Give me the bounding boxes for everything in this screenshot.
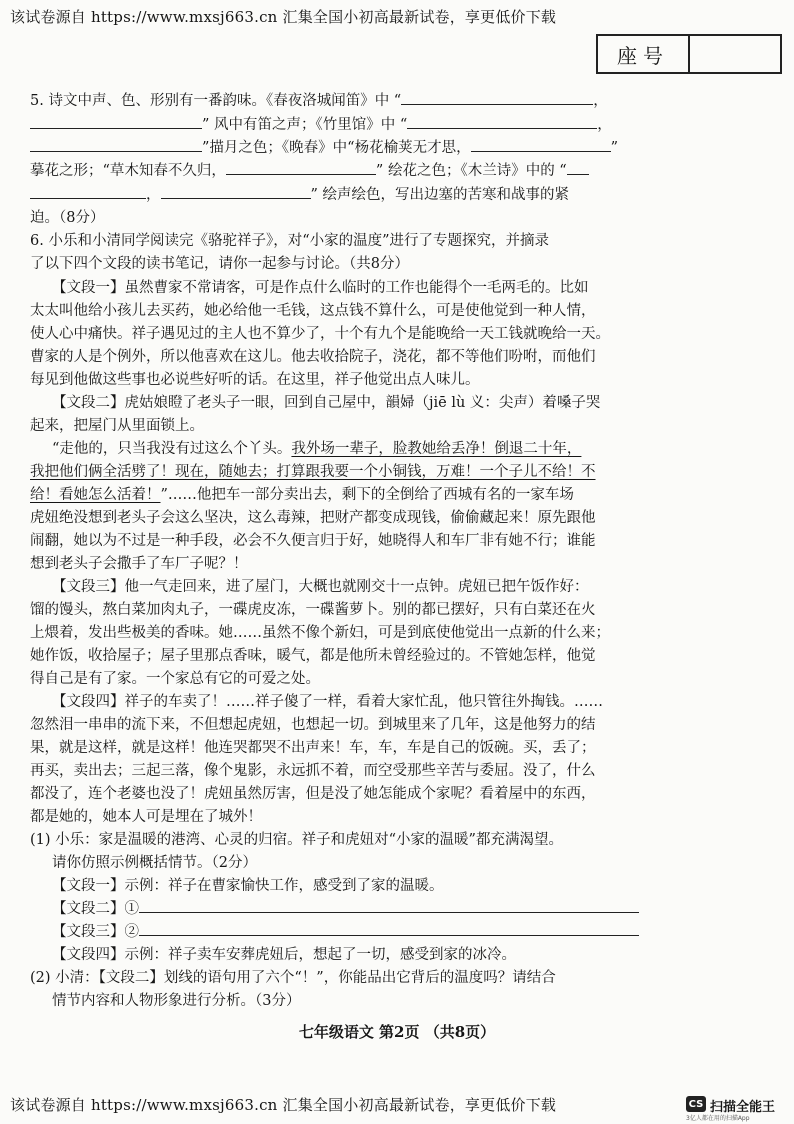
passage-4-line: 都没了，连个老婆也没了！虎妞虽然厉害，但是没了她怎能成个家呢？看着屋中的东西， — [30, 786, 596, 802]
passage-1-line: 每见到他做这些事也必说些好听的话。在这里，祥子他觉出点人味儿。 — [30, 372, 480, 388]
seat-number-box — [596, 34, 782, 74]
passage-3-line: 馏的馒头，熬白菜加肉丸子，一碟虎皮冻，一碟酱萝卜。别的都已摆好，只有白菜还在火 — [30, 602, 596, 618]
passage-2-text: ”……他把车一部分卖出去，剩下的全倒给了西城有名的一家车场 — [160, 487, 574, 503]
answer-row-3 — [52, 920, 639, 941]
answer-row-2 — [52, 897, 639, 918]
q5-blank-2[interactable] — [30, 114, 202, 129]
q5-blank-1[interactable] — [401, 90, 593, 105]
watermark-top: 该试卷源自 https://www.mxsj663.cn 汇集全国小初高最新试卷，享更低价下载 — [10, 8, 557, 26]
watermark-bottom: 该试卷源自 https://www.mxsj663.cn 汇集全国小初高最新试卷，享更低价下载 — [10, 1096, 557, 1114]
seat-number-label: 座号 — [598, 36, 690, 72]
q5-text: 5. 诗文中声、色、形别有一番韵味。《春夜洛城闻笛》中 “ — [30, 93, 402, 109]
passage-2-line: 虎妞绝没想到老头子会这么坚决，这么毒辣，把财产都变成现钱，偷偷藏起来！原先跟他 — [30, 510, 596, 526]
answer-example-4: 【文段四】示例：祥子卖车安葬虎妞后，想起了一切，感受到家的冰冷。 — [52, 947, 516, 963]
q5-blank-5[interactable] — [471, 137, 611, 152]
passage-3-line: 得自己是有了家。一个家总有它的可爱之处。 — [30, 671, 320, 687]
camscanner-icon: CS — [686, 1096, 706, 1112]
passage-2-quote-line — [30, 460, 596, 481]
scanner-name: 扫描全能王 — [710, 1100, 776, 1115]
passage-2-quote: “走他的，只当我没有过这么个丫头。 — [52, 441, 292, 457]
passage-1-line: 曹家的人是个例外，所以他喜欢在这儿。他去收拾院子，浇花，都不等他们吩咐，而他们 — [30, 349, 596, 365]
q5-line-3 — [30, 136, 618, 157]
q5-punct: ， — [593, 93, 608, 109]
q5-line-2 — [30, 113, 612, 134]
page-footer: 七年级语文 第2页 （共8页） — [298, 1023, 496, 1041]
scanner-tagline: 3亿人都在用的扫描App — [686, 1115, 750, 1122]
q5-line-5 — [30, 183, 569, 204]
passage-4-line: 【文段四】祥子的车卖了！……祥子傻了一样，看着大家忙乱，他只管往外掏钱。…… — [52, 694, 603, 710]
underlined-sentence: 给！看她怎么活着！ — [30, 487, 161, 503]
q5-text: ” 风中有笛之声；《竹里馆》中 “ — [202, 117, 408, 133]
q5-blank-3[interactable] — [407, 114, 597, 129]
q5-blank-7b[interactable] — [30, 184, 146, 199]
passage-3-line: 上煨着，发出些极美的香味。她……虽然不像个新妇，可是到底使他觉出一点新的什么来； — [30, 625, 610, 641]
passage-1-line: 【文段一】虽然曹家不常请客，可是作点什么临时的工作也能得个一毛两毛的。比如 — [52, 280, 589, 296]
q5-blank-7a[interactable] — [567, 160, 589, 175]
q5-text: ”描月之色；《晚春》中“杨花榆荚无才思， — [202, 140, 471, 156]
q5-blank-6[interactable] — [226, 160, 376, 175]
passage-2-quote-line — [30, 483, 574, 504]
scanner-logo — [686, 1096, 786, 1120]
seat-number-field[interactable] — [690, 36, 780, 72]
passage-4-line: 都是她的，她本人可是埋在了城外！ — [30, 809, 262, 825]
passage-2-line: 【文段二】虎姑娘瞪了老头子一眼，回到自己屋中，韻婦（jiē lù 义：尖声）着嗓子哭 — [52, 395, 601, 411]
passage-2-line: 起来，把屋门从里面锁上。 — [30, 418, 204, 434]
q6-line-2: 了以下四个文段的读书笔记，请你一起参与讨论。（共8分） — [30, 256, 409, 272]
passage-3-line: 她作饭，收拾屋子；屋子里那点香味，暖气，都是他所未曾经验过的。不管她怎样，他觉 — [30, 648, 596, 664]
answer-blank-2[interactable] — [139, 898, 639, 913]
q5-line-6: 迫。（8分） — [30, 210, 105, 226]
q5-punct: ， — [597, 117, 612, 133]
q5-text: ” 绘花之色；《木兰诗》中的 “ — [375, 163, 567, 179]
q5-text: 摹花之形；“草木知春不久归， — [30, 163, 226, 179]
q5-blank-4[interactable] — [30, 137, 202, 152]
passage-4-line: 果，就是这样，就是这样！他连哭都哭不出声来！车，车，车是自己的饭碗。买，丢了； — [30, 740, 596, 756]
passage-2-quote-line — [52, 437, 581, 458]
q5-text: ” 绘声绘色，写出边塞的苦寒和战事的紧 — [310, 187, 570, 203]
q6-line-1: 6. 小乐和小清同学阅读完《骆驼祥子》，对“小家的温度”进行了专题探究，并摘录 — [30, 233, 550, 249]
answer-label-3: 【文段三】② — [52, 924, 139, 940]
q5-blank-8[interactable] — [161, 184, 311, 199]
answer-label-2: 【文段二】① — [52, 901, 139, 917]
sub-question-2: (2) 小清：【文段二】划线的语句用了六个“！”，你能品出它背后的温度吗？请结合 — [30, 970, 556, 986]
q5-punct: ， — [146, 187, 161, 203]
passage-1-line: 使人心中痛快。祥子遇见过的主人也不算少了，十个有九个是能晚给一天工钱就晚给一天。 — [30, 326, 610, 342]
passage-2-line: 闹翻，她以为不过是一种手段，必会不久便言归于好，她晓得人和车厂非有她不行；谁能 — [30, 533, 596, 549]
underlined-sentence: 我把他们俩全活劈了！现在，随她去；打算跟我要一个小铜钱，万难！一个子儿不给！不 — [30, 464, 596, 480]
q5-line-4 — [30, 159, 589, 180]
sub-question-2-prompt: 情节内容和人物形象进行分析。（3分） — [52, 993, 301, 1009]
passage-4-line: 忽然泪一串串的流下来，不但想起虎妞，也想起一切。到城里来了几年，这是他努力的结 — [30, 717, 596, 733]
answer-blank-3[interactable] — [139, 921, 639, 936]
passage-2-line: 想到老头子会撒手了车厂子呢？！ — [30, 556, 248, 572]
sub-question-1: (1) 小乐：家是温暖的港湾、心灵的归宿。祥子和虎妞对“小家的温暖”都充满渴望。 — [30, 832, 563, 848]
sub-question-1-prompt: 请你仿照示例概括情节。（2分） — [52, 855, 257, 871]
passage-1-line: 太太叫他给小孩儿去买药，她必给他一毛钱，这点钱不算什么，可是使他觉到一种人情， — [30, 303, 596, 319]
q5-punct: ” — [610, 140, 618, 156]
passage-3-line: 【文段三】他一气走回来，进了屋门，大概也就刚交十一点钟。虎妞已把午饭作好： — [52, 579, 589, 595]
q5-line-1 — [30, 89, 608, 110]
answer-example-1: 【文段一】示例：祥子在曹家愉快工作，感受到了家的温暖。 — [52, 878, 444, 894]
underlined-sentence: 我外场一辈子，脸教她给丢净！倒退二十年， — [291, 441, 582, 457]
passage-4-line: 再买，卖出去；三起三落，像个鬼影，永远抓不着，而空受那些辛苦与委屈。没了，什么 — [30, 763, 596, 779]
